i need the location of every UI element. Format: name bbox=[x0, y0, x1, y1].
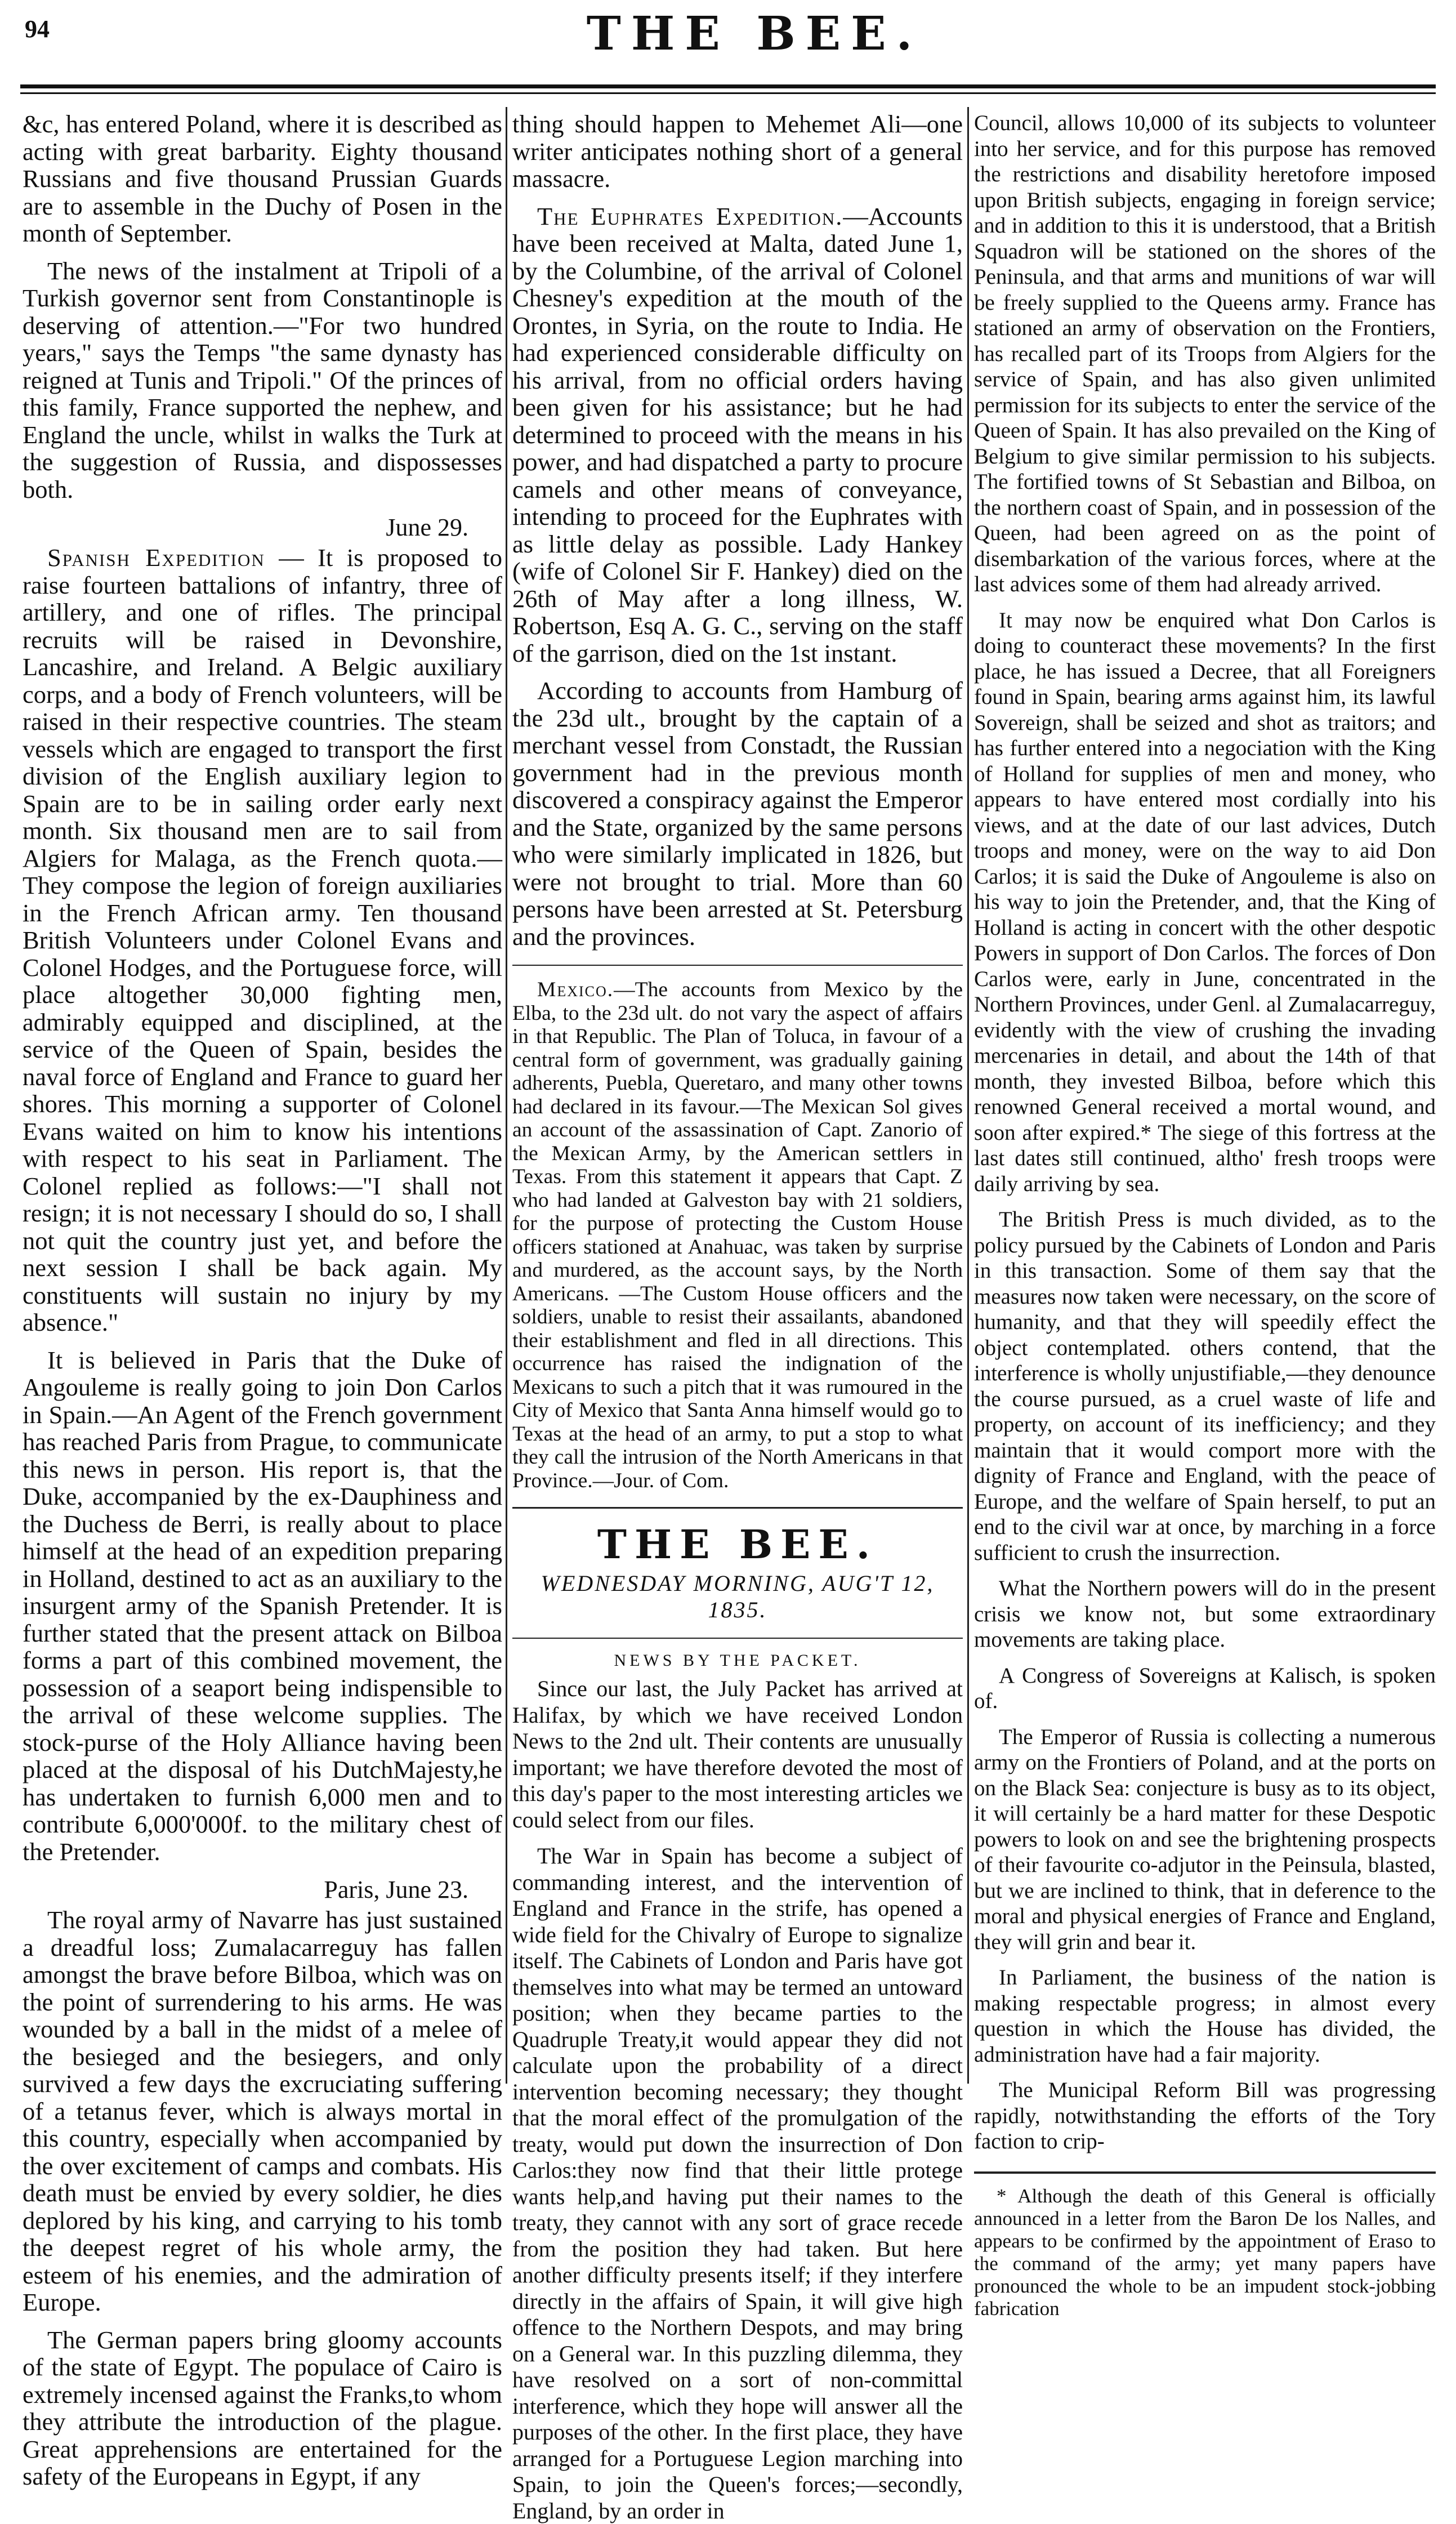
article-paragraph: The German papers bring gloomy accounts of the state of Egypt. The populace of Cairo is extremely incensed against the Franks,to whom they attribute the introduction of the plague. Great apprehensions are entertained for the safety of the Europeans in Egypt, if any bbox=[23, 2325, 502, 2490]
section-divider bbox=[512, 1638, 963, 1639]
footnote: * Although the death of this General is officially announced in a letter from the Baron De los Nalles, and appears to be confirmed by the appointment of Eraso to the command of the army; yet many papers have pronounced the whole to be an impudent stock-jobbing fabrication bbox=[974, 2171, 1436, 2320]
header-rule-thin bbox=[20, 92, 1436, 94]
article-paragraph: What the Northern powers will do in the present crisis we know not, but some extraordinary movements are taking place. bbox=[974, 1576, 1436, 1652]
editorial-date: WEDNESDAY MORNING, AUG'T 12, 1835. bbox=[541, 1571, 935, 1622]
article-paragraph: thing should happen to Mehemet Ali—one writer anticipates nothing short of a general massacre. bbox=[512, 110, 963, 193]
section-divider bbox=[512, 965, 963, 966]
news-heading: NEWS BY THE PACKET. bbox=[614, 1651, 861, 1670]
article-paragraph: The royal army of Navarre has just sustained a dreadful loss; Zumalacarreguy has fallen amongst the brave before Bilboa, which was on the point of surrendering to his arms. He was wounded by a ball in the midst of a melee of the besieged and the besiegers, and only survived a few days the excruciating suffering of a tetanus fever, which is always mortal in this country, especially when accompanied by the over excitement of camps and combats. His death must be envied by every soldier, he dies deplored by his king, and carrying to his tomb the deepest regret of his whole army, the esteem of his enemies, and the admiration of Europe. bbox=[23, 1906, 502, 2316]
column-3 bbox=[974, 110, 1436, 2320]
article-paragraph: Mexico.—The accounts from Mexico by the Elba, to the 23d ult. do not vary the aspect of affairs in that Republic. The Plan of Toluca, in favour of a central form of government, was gradually gaining adherents, Puebla, Queretaro, and many other towns had declared in its favour.—The Mexican Sol gives an account of the assassination of Capt. Zanorio of the Mexican Army, by the American settlers in Texas. From this statement it appears that Capt. Z who had landed at Galveston bay with 21 soldiers, for the purpose of protecting the Custom House officers stationed at Anahuac, was taken by surprise and murdered, as the account says, by the North Americans. —The Custom House officers and the soldiers, unable to resist their assailants, abandoned their establishment and fled in all directions. This occurrence has raised the indignation of the Mexicans to such a pitch that it was rumoured in the City of Mexico that Santa Anna himself would go to Texas at the head of an army, to put a stop to what they call the intrusion of the North Americans in that Province.—Jour. of Com. bbox=[512, 978, 963, 1492]
article-paragraph: It is believed in Paris that the Duke of Angouleme is really going to join Don Carlos in Spain.—An Agent of the French government has reached Paris from Prague, to communicate this news in person. His report is, that the Duke, accompanied by the ex-Dauphiness and the Duchess de Berri, is really about to place himself at the head of an expedition preparing in Holland, destined to act as an auxiliary to the insurgent army of the Spanish Pretender. It is further stated that the present attack on Bilboa forms a part of this combined movement, the possession of a seaport being indispensible to the arrival of these welcome supplies. The stock-purse of the Holy Alliance having been placed at the disposal of his DutchMajesty,he has undertaken to furnish 6,000 men and to contribute 6,000'000f. to the military chest of the Pretender. bbox=[23, 1345, 502, 1866]
section-divider bbox=[512, 1507, 963, 1509]
column-divider-1 bbox=[506, 107, 507, 2084]
article-paragraph: The Municipal Reform Bill was progressing rapidly, notwithstanding the efforts of the Tory faction to crip- bbox=[974, 2078, 1436, 2153]
section-heading: The Euphrates Expedition. bbox=[537, 202, 843, 230]
article-paragraph: The Emperor of Russia is collecting a numerous army on the Frontiers of Poland, and at the ports on on the Black Sea: conjecture is busy as to its object, it will certainly be a hard matter for these Despotic powers to look on and see the brightening prospects of their favourite co-adjutor in the Peinsula, blasted, but we are inclined to think, that in deference to the moral and physical energies of France and England, they will grin and bear it. bbox=[974, 1724, 1436, 1954]
article-paragraph: Spanish Expedition — It is proposed to raise fourteen battalions of infantry, three of artillery, and one of rifles. The principal recruits will be raised in Devonshire, Lancashire, and Ireland. A Belgic auxiliary corps, and a body of French volunteers, will be raised in their respective countries. The steam vessels which are engaged to transport the first division of the English auxiliary legion to Spain are to be in sailing order early next month. Six thousand men are to sail from Algiers for Malaga, as the French quota.— They compose the legion of foreign auxiliaries in the French African army. Ten thousand British Volunteers under Colonel Evans and Colonel Hodges, and the Portuguese force, will place altogether 30,000 fighting men, admirably equipped and disciplined, at the service of the Queen of Spain, besides the naval force of England and France to guard her shores. This morning a supporter of Colonel Evans waited on him to know his intentions with respect to his seat in Parliament. The Colonel replied as follows:—"I shall not resign; it is not necessary I should do so, I shall not quit the country just yet, and before the next session I shall be back again. My constituents will sustain no injury by my absence." bbox=[23, 543, 502, 1336]
article-paragraph: The news of the instalment at Tripoli of a Turkish governor sent from Constantinople is deserving of attention.—"For two hundred years," says the Temps "the same dynasty has reigned at Tunis and Tripoli." Of the princes of this family, France supported the nephew, and England the uncle, whilst in walks the Turk at the suggestion of Russia, and dispossesses both. bbox=[23, 256, 502, 503]
dateline: June 29. bbox=[386, 514, 468, 541]
editorial-masthead: THE BEE. bbox=[597, 1521, 878, 1568]
article-paragraph: The British Press is much divided, as to the policy pursued by the Cabinets of London and Paris in this transaction. Some of them say that the measures now taken were necessary, on the score of humanity, and that they will speedily effect the object contemplated. others contend, that the interference is wholly unjustifiable,—they denounce the course pursued, as a cruel waste of life and property, on account of its inefficiency; and they maintain that it would comport more with the dignity of France and England, with the peace of Europe, and the welfare of Spain herself, to put an end to the civil war at once, by marching in a force sufficient to crush the insurrection. bbox=[974, 1207, 1436, 1565]
dateline: Paris, June 23. bbox=[324, 1876, 468, 1903]
article-paragraph: It may now be enquired what Don Carlos is doing to counteract these movements? In the first place, he has issued a Decree, that all Foreigners found in Spain, bearing arms against him, its lawful Sovereign, shall be seized and shot as traitors; and has further entered into a negociation with the King of Holland for supplies of men and money, who appears to have entered most cordially into his views, and at the date of our last advices, Dutch troops and money, were on the way to aid Don Carlos; it is said the Duke of Angouleme is also on his way to join the Pretender, and, that the King of Holland is acting in concert with the other despotic Powers in support of Don Carlos. The forces of Don Carlos were, early in June, concentrated in the Northern Provinces, under Genl. al Zumalacarreguy, evidently with the view of crushing the invading mercenaries in detail, and about the 14th of that month, they invested Bilboa, before which this renowned General received a mortal wound, and soon after expired.* The siege of this fortress at the last dates still continued, altho' fresh troops were daily arriving by sea. bbox=[974, 608, 1436, 1196]
section-heading: Mexico. bbox=[537, 978, 614, 1001]
article-paragraph: Council, allows 10,000 of its subjects to volunteer into her service, and for this purpose has removed the restrictions and disability heretofore imposed upon British subjects, engaging in foreign service; and in addition to this it is understood, that a British Squadron will be stationed on the shores of the Peninsula, and that arms and munitions of war will be freely supplied to the Queens army. France has stationed an army of observation on the Frontiers, has recalled part of its Troops from Algiers for the service of Spain, and has also given unlimited permission for its subjects to enter the service of the Queen of Spain. It has also prevailed on the King of Belgium to give similar permission to his subjects. The fortified towns of St Sebastian and Bilboa, on the northern coast of Spain, and in possession of the Queen, had been agreed on as the point of disembarkation of the various forces, where at the last advices some of them had already arrived. bbox=[974, 111, 1436, 596]
column-1 bbox=[23, 110, 502, 2490]
article-paragraph: Since our last, the July Packet has arrived at Halifax, by which we have received London News to the 2nd ult. Their contents are unusually important; we have therefore devoted the most of this day's paper to the most interesting articles we could select from our files. bbox=[512, 1676, 963, 1832]
masthead-title: THE BEE. bbox=[586, 7, 923, 61]
article-paragraph: A Congress of Sovereigns at Kalisch, is spoken of. bbox=[974, 1663, 1436, 1713]
column-divider-2 bbox=[967, 107, 969, 2084]
article-paragraph: &c, has entered Poland, where it is described as acting with great barbarity. Eighty thousand Russians and five thousand Prussian Guards are to assemble in the Duchy of Posen in the month of September. bbox=[23, 110, 502, 247]
article-paragraph: In Parliament, the business of the nation is making respectable progress; in almost every question in which the House has divided, the administration have had a fair majority. bbox=[974, 1965, 1436, 2067]
article-paragraph: The War in Spain has become a subject of commanding interest, and the intervention of England and France in the strife, has opened a wide field for the Chivalry of Europe to signalize itself. The Cabinets of London and Paris have got themselves into what may be termed an untoward position; when they became parties to the Quadruple Treaty,it would appear they did not calculate upon the probability of a direct intervention becoming necessary; they thought that the moral effect of the promulgation of the treaty, would put down the insurrection of Don Carlos:they now find that their little protege wants help,and having put their names to the treaty, they cannot with any sort of grace recede from the position they had taken. But here another difficulty presents itself; if they interfere directly in the affairs of Spain, it will give high offence to the Northern Despots, and may bring on a General war. In this puzzling dilemma, they have resolved on a sort of non-committal interference, which they hope will answer all the purposes of the other. In the first place, they have arranged for a Portuguese Legion marching into Spain, to join the Queen's forces;—secondly, England, by an order in bbox=[512, 1843, 963, 2523]
article-paragraph: The Euphrates Expedition.—Accounts have been received at Malta, dated June 1, by the Columbine, of the arrival of Colonel Chesney's expedition at the mouth of the Orontes, in Syria, on the route to India. He had experienced considerable difficulty on his arrival, from no official orders having been given for his assistance; but he had determined to proceed with the means in his power, and had dispatched a party to procure camels and other means of conveyance, intending to proceed for the Euphrates with as little delay as possible. Lady Hankey (wife of Colonel Sir F. Hankey) died on the 26th of May after a long illness, W. Robertson, Esq A. G. C., serving on the staff of the garrison, died on the 1st instant. bbox=[512, 202, 963, 667]
header-rule-thick bbox=[20, 84, 1436, 88]
article-paragraph: According to accounts from Hamburg of the 23d ult., brought by the captain of a merchant vessel from Constadt, the Russian government had in the previous month discovered a conspiracy against the Emperor and the State, organized by the same persons who were similarly implicated in 1826, but were not brought to trial. More than 60 persons have been arrested at St. Petersburg and the provinces. bbox=[512, 676, 963, 951]
column-2 bbox=[512, 110, 963, 2523]
section-heading: Spanish Expedition bbox=[47, 543, 265, 572]
page-number: 94 bbox=[25, 15, 50, 43]
